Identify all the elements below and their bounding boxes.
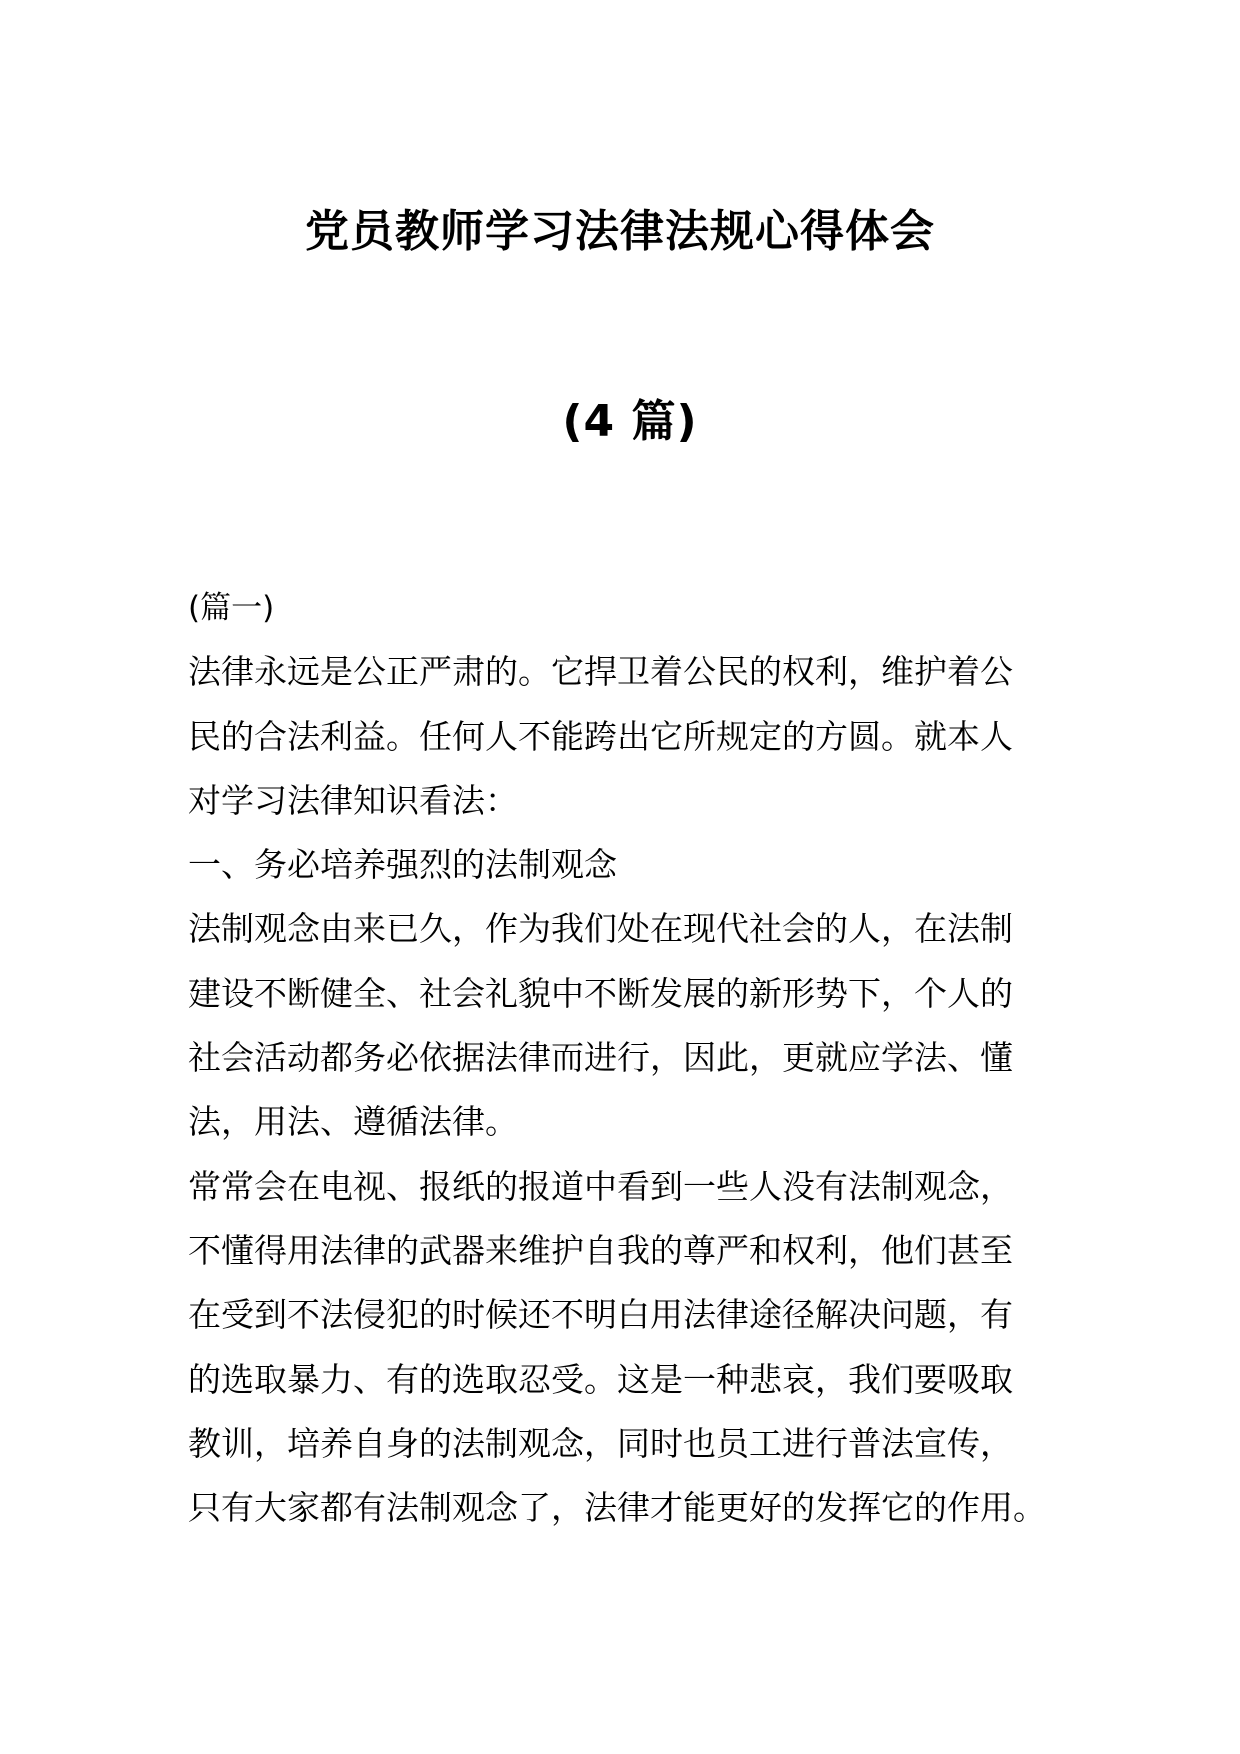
body-line: 不懂得用法律的武器来维护自我的尊严和权利，他们甚至 [188,1230,1013,1270]
document-body [188,576,1068,1540]
body-line: 法，用法、遵循法律。 [188,1102,518,1142]
body-line: 民的合法利益。任何人不能跨出它所规定的方圆。就本人 [188,716,1013,756]
body-line: 社会活动都务必依据法律而进行，因此，更就应学法、懂 [188,1038,1013,1078]
body-line: 只有大家都有法制观念了，法律才能更好的发挥它的作用。 [188,1488,1046,1528]
body-line: 常常会在电视、报纸的报道中看到一些人没有法制观念， [188,1166,1013,1206]
body-line: 在受到不法侵犯的时候还不明白用法律途径解决问题，有 [188,1295,1013,1335]
document-title: 党员教师学习法律法规心得体会 [305,206,935,257]
body-line: 的选取暴力、有的选取忍受。这是一种悲哀，我们要吸取 [188,1359,1013,1399]
section-label: (篇一) [188,590,275,626]
body-line: 对学习法律知识看法： [188,780,518,820]
section-heading: 一、务必培养强烈的法制观念 [188,845,617,885]
body-line: 法制观念由来已久，作为我们处在现代社会的人，在法制 [188,909,1013,949]
body-line: 教训，培养自身的法制观念，同时也员工进行普法宣传， [188,1423,1013,1463]
document-subtitle: (4 篇) [562,396,698,447]
body-line: 建设不断健全、社会礼貌中不断发展的新形势下，个人的 [188,973,1013,1013]
body-line: 法律永远是公正严肃的。它捍卫着公民的权利，维护着公 [188,652,1013,692]
